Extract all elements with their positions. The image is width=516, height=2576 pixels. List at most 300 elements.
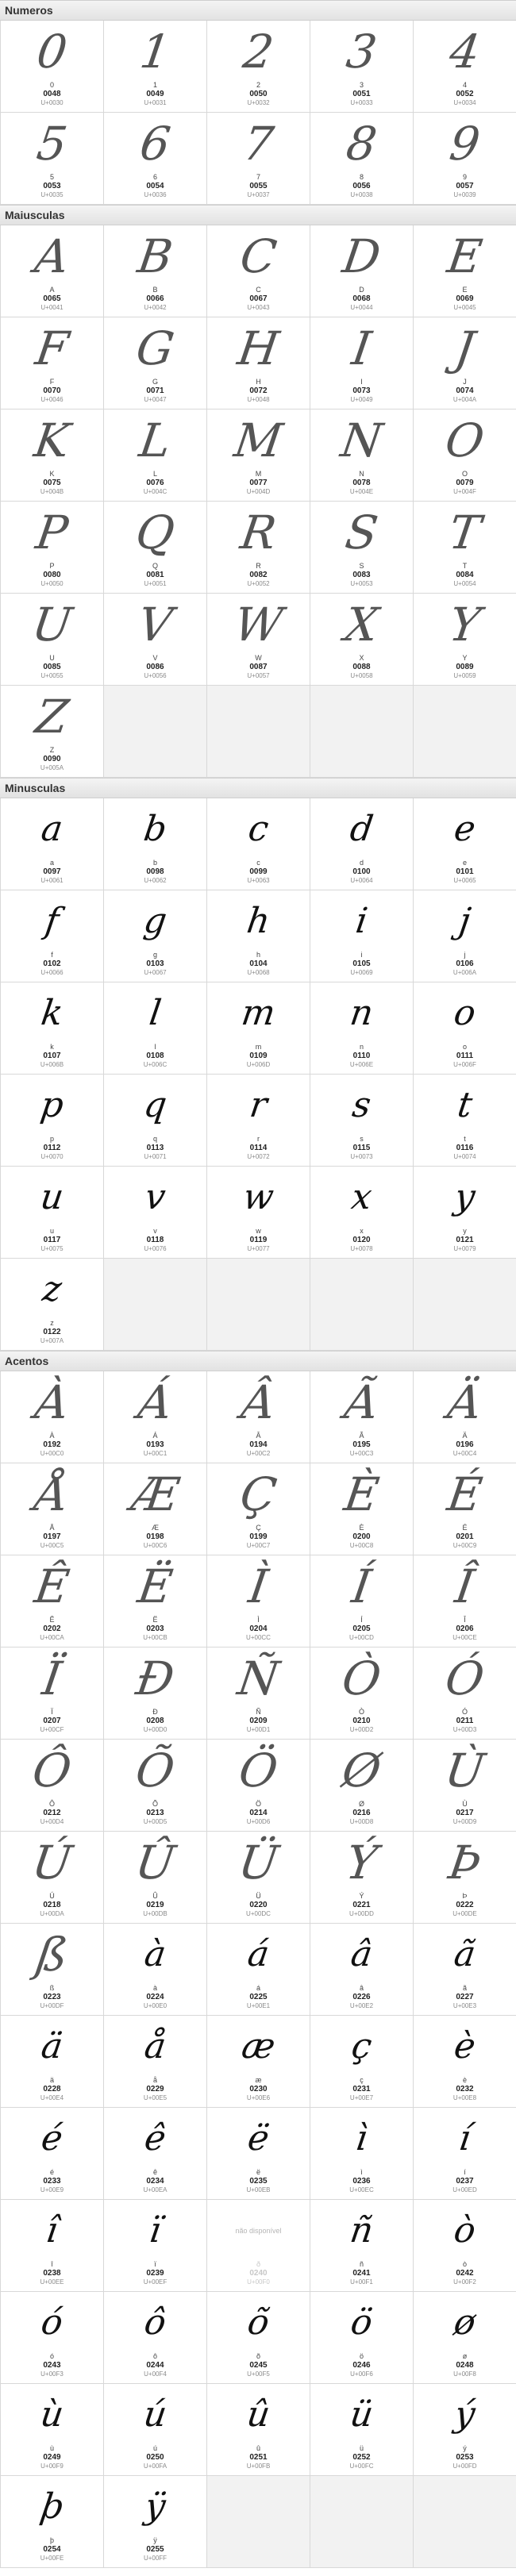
- glyph-unicode: U+004E: [349, 488, 374, 495]
- glyph-character: Î: [464, 1616, 466, 1624]
- glyph-cell: [414, 594, 516, 686]
- glyph-cell: [414, 890, 516, 982]
- section-header-maiusculas: Maiusculas: [0, 205, 516, 225]
- glyph-preview: Â: [237, 1375, 279, 1429]
- glyph-decimal-code: 0235: [249, 2177, 268, 2186]
- glyph-unicode: U+0073: [350, 1153, 373, 1160]
- glyph-character: Ñ: [256, 1708, 261, 1716]
- glyph-preview: q: [141, 1085, 170, 1125]
- glyph-preview: 0: [33, 25, 71, 79]
- glyph-decimal-code: 0218: [43, 1901, 61, 1909]
- glyph-unicode: U+0074: [453, 1153, 476, 1160]
- glyph-preview: Ð: [133, 1651, 178, 1705]
- glyph-character: ç: [360, 2076, 364, 2084]
- glyph-preview: Å: [31, 1467, 73, 1521]
- glyph-decimal-code: 0248: [456, 2361, 474, 2370]
- glyph-character: à: [152, 1984, 157, 1992]
- glyph-cell: [414, 225, 516, 317]
- glyph-cell: [104, 2016, 207, 2108]
- glyph-character: 2: [256, 81, 260, 89]
- glyph-unicode: U+0037: [247, 191, 270, 198]
- glyph-decimal-code: 0087: [249, 663, 268, 671]
- glyph-character: G: [152, 378, 158, 386]
- glyph-character: Y: [462, 654, 468, 662]
- glyph-cell: [310, 1832, 414, 1924]
- glyph-cell: [1, 2200, 104, 2292]
- glyph-unicode: U+00F5: [247, 2370, 270, 2378]
- glyph-decimal-code: 0237: [456, 2177, 474, 2186]
- glyph-preview: Ý: [342, 1836, 381, 1890]
- glyph-decimal-code: 0223: [43, 1993, 61, 2001]
- glyph-preview: r: [247, 1085, 270, 1125]
- glyph-cell: [310, 1924, 414, 2016]
- glyph-unicode: U+0047: [144, 396, 167, 403]
- glyph-decimal-code: 0052: [456, 90, 474, 98]
- glyph-preview: â: [348, 1934, 375, 1974]
- glyph-preview: o: [451, 993, 479, 1033]
- glyph-unicode: U+0061: [40, 877, 64, 884]
- glyph-decimal-code: 0208: [146, 1717, 164, 1725]
- glyph-decimal-code: 0066: [146, 294, 164, 303]
- glyph-cell: [310, 113, 414, 205]
- glyph-character: ù: [49, 2444, 54, 2452]
- glyph-decimal-code: 0070: [43, 386, 61, 395]
- glyph-cell: [414, 1647, 516, 1740]
- section-header-numeros: Numeros: [0, 0, 516, 21]
- glyph-decimal-code: 0255: [146, 2545, 164, 2554]
- glyph-character: Ä: [462, 1432, 468, 1440]
- glyph-preview: ù: [37, 2394, 67, 2435]
- glyph-character: ä: [49, 2076, 54, 2084]
- glyph-unicode: U+00FA: [143, 2463, 168, 2470]
- glyph-cell: [104, 594, 207, 686]
- glyph-character: m: [255, 1043, 262, 1051]
- glyph-character: P: [49, 562, 55, 570]
- glyph-unicode: U+0053: [350, 580, 373, 587]
- glyph-character: j: [464, 951, 466, 959]
- glyph-cell: [414, 2292, 516, 2384]
- glyph-decimal-code: 0121: [456, 1236, 474, 1244]
- glyph-character: Ã: [359, 1432, 364, 1440]
- glyph-unicode: U+0067: [144, 969, 167, 976]
- glyph-character: K: [49, 470, 55, 478]
- glyph-character: 8: [359, 173, 364, 181]
- glyph-cell: [207, 798, 310, 890]
- glyph-unicode: U+004D: [246, 488, 271, 495]
- glyph-cell: [1, 1832, 104, 1924]
- glyph-preview: E: [444, 229, 486, 283]
- glyph-decimal-code: 0074: [456, 386, 474, 395]
- glyph-character: 4: [462, 81, 467, 89]
- glyph-character: i: [360, 951, 363, 959]
- glyph-decimal-code: 0243: [43, 2361, 61, 2370]
- glyph-cell: [207, 1647, 310, 1740]
- glyph-cell: [104, 2476, 207, 2568]
- glyph-character: t: [464, 1135, 466, 1143]
- glyph-decimal-code: 0234: [146, 2177, 164, 2186]
- glyph-cell: [414, 798, 516, 890]
- glyph-cell: [207, 317, 310, 409]
- glyph-decimal-code: 0078: [352, 479, 371, 487]
- glyph-decimal-code: 0219: [146, 1901, 164, 1909]
- glyph-unicode: U+0057: [247, 672, 270, 679]
- glyph-cell: [207, 982, 310, 1075]
- glyph-cell: [207, 1371, 310, 1463]
- glyph-decimal-code: 0194: [249, 1440, 268, 1449]
- glyph-unicode: U+0042: [144, 304, 167, 311]
- glyph-character: f: [51, 951, 53, 959]
- glyph-preview: x: [348, 1177, 375, 1217]
- glyph-cell: [104, 2292, 207, 2384]
- glyph-cell: [104, 1167, 207, 1259]
- glyph-preview: ô: [141, 2302, 169, 2343]
- glyph-preview: A: [31, 229, 73, 283]
- empty-cell: [207, 686, 310, 778]
- glyph-preview: Ü: [235, 1836, 282, 1890]
- glyph-preview: ß: [33, 1928, 71, 1982]
- glyph-character: O: [461, 470, 468, 478]
- glyph-preview: I: [348, 321, 375, 375]
- glyph-preview: O: [441, 413, 488, 467]
- glyph-character: Ô: [48, 1800, 55, 1808]
- empty-cell: [310, 1259, 414, 1351]
- glyph-unicode: U+006E: [349, 1061, 374, 1068]
- glyph-preview: B: [134, 229, 176, 283]
- glyph-cell: [310, 1167, 414, 1259]
- glyph-character: S: [359, 562, 364, 570]
- glyph-preview: N: [337, 413, 386, 467]
- glyph-unicode: U+0055: [40, 672, 64, 679]
- glyph-cell: [414, 2108, 516, 2200]
- glyph-cell: [207, 21, 310, 113]
- glyph-decimal-code: 0236: [352, 2177, 371, 2186]
- glyph-cell: [1, 890, 104, 982]
- glyph-cell: [104, 502, 207, 594]
- glyph-cell: [104, 798, 207, 890]
- glyph-decimal-code: 0073: [352, 386, 371, 395]
- glyph-character: z: [50, 1319, 54, 1327]
- glyph-preview: Î: [452, 1559, 478, 1613]
- glyph-unicode: U+0068: [247, 969, 270, 976]
- glyph-unicode: U+00D1: [246, 1726, 271, 1733]
- glyph-cell: [310, 1647, 414, 1740]
- glyph-character: ñ: [359, 2260, 364, 2268]
- glyph-cell: [414, 317, 516, 409]
- glyph-character: ô: [152, 2352, 157, 2360]
- glyph-preview: h: [244, 901, 273, 941]
- glyph-unicode: U+00FB: [246, 2463, 271, 2470]
- glyph-unicode: U+006A: [452, 969, 477, 976]
- glyph-grid: [0, 798, 516, 1351]
- glyph-cell: [1, 686, 104, 778]
- glyph-character: R: [256, 562, 261, 570]
- glyph-cell: [310, 409, 414, 502]
- glyph-decimal-code: 0249: [43, 2453, 61, 2462]
- glyph-decimal-code: 0050: [249, 90, 268, 98]
- glyph-unicode: U+0064: [350, 877, 373, 884]
- glyph-unicode: U+0069: [350, 969, 373, 976]
- glyph-cell: [414, 502, 516, 594]
- glyph-cell: [207, 1740, 310, 1832]
- glyph-decimal-code: 0086: [146, 663, 164, 671]
- glyph-unicode: U+00E8: [452, 2094, 477, 2101]
- glyph-preview: ê: [141, 2118, 169, 2159]
- glyph-character: s: [360, 1135, 364, 1143]
- glyph-unicode: U+00CD: [349, 1634, 374, 1641]
- glyph-unicode: U+00E2: [349, 2002, 374, 2009]
- glyph-preview: 5: [33, 117, 71, 171]
- glyph-decimal-code: 0089: [456, 663, 474, 671]
- glyph-cell: [414, 1832, 516, 1924]
- glyph-cell: [104, 1371, 207, 1463]
- glyph-unicode: U+00C7: [246, 1542, 271, 1549]
- glyph-preview: K: [31, 413, 73, 467]
- empty-cell: [104, 1259, 207, 1351]
- glyph-cell: [414, 409, 516, 502]
- glyph-unicode: U+0062: [144, 877, 167, 884]
- glyph-unicode: U+00FE: [40, 2555, 64, 2562]
- glyph-unicode: U+005A: [40, 764, 64, 771]
- glyph-cell: [310, 317, 414, 409]
- glyph-preview: 8: [343, 117, 380, 171]
- glyph-cell: [1, 1924, 104, 2016]
- glyph-decimal-code: 0102: [43, 959, 61, 968]
- glyph-preview: k: [38, 993, 66, 1033]
- glyph-cell: [414, 1075, 516, 1167]
- glyph-character: Õ: [152, 1800, 158, 1808]
- glyph-character: þ: [49, 2536, 54, 2544]
- glyph-preview: Í: [348, 1559, 375, 1613]
- glyph-cell: [104, 113, 207, 205]
- glyph-unicode: U+00F3: [40, 2370, 64, 2378]
- glyph-decimal-code: 0100: [352, 867, 371, 876]
- glyph-preview: È: [341, 1467, 383, 1521]
- glyph-character: M: [255, 470, 262, 478]
- glyph-preview: 1: [137, 25, 174, 79]
- glyph-unicode: U+00CB: [143, 1634, 168, 1641]
- glyph-decimal-code: 0199: [249, 1532, 268, 1541]
- glyph-cell: [104, 1075, 207, 1167]
- glyph-preview: T: [445, 506, 484, 559]
- glyph-decimal-code: 0238: [43, 2269, 61, 2278]
- glyph-character: 6: [152, 173, 157, 181]
- glyph-unicode: U+00FF: [143, 2555, 168, 2562]
- glyph-decimal-code: 0048: [43, 90, 61, 98]
- glyph-character: ï: [154, 2260, 156, 2268]
- glyph-decimal-code: 0244: [146, 2361, 164, 2370]
- glyph-character: Ù: [462, 1800, 468, 1808]
- glyph-unicode: U+0048: [247, 396, 270, 403]
- glyph-decimal-code: 0109: [249, 1052, 268, 1060]
- glyph-preview: P: [33, 506, 71, 559]
- glyph-preview: W: [230, 598, 287, 652]
- glyph-decimal-code: 0080: [43, 571, 61, 579]
- glyph-character: û: [256, 2444, 260, 2452]
- glyph-decimal-code: 0068: [352, 294, 371, 303]
- glyph-decimal-code: 0103: [146, 959, 164, 968]
- glyph-decimal-code: 0057: [456, 182, 474, 190]
- glyph-unicode: U+00C9: [452, 1542, 477, 1549]
- glyph-cell: [207, 113, 310, 205]
- glyph-cell: [1, 2292, 104, 2384]
- glyph-cell: [207, 2016, 310, 2108]
- glyph-character: 5: [49, 173, 54, 181]
- glyph-decimal-code: 0196: [456, 1440, 474, 1449]
- empty-cell: [310, 686, 414, 778]
- glyph-decimal-code: 0084: [456, 571, 474, 579]
- glyph-decimal-code: 0111: [456, 1052, 474, 1060]
- glyph-character: å: [152, 2076, 157, 2084]
- glyph-preview: ú: [141, 2394, 170, 2435]
- glyph-decimal-code: 0054: [146, 182, 164, 190]
- glyph-decimal-code: 0108: [146, 1052, 164, 1060]
- glyph-unicode: U+00E3: [452, 2002, 477, 2009]
- glyph-unicode: U+00C6: [143, 1542, 168, 1549]
- glyph-preview: ü: [347, 2394, 376, 2435]
- glyph-unicode: U+00D8: [349, 1818, 374, 1825]
- glyph-preview: t: [455, 1085, 475, 1125]
- glyph-unicode: U+00E9: [40, 2186, 64, 2193]
- glyph-cell: [1, 113, 104, 205]
- glyph-character: q: [152, 1135, 157, 1143]
- glyph-unicode: U+0046: [40, 396, 64, 403]
- glyph-decimal-code: 0230: [249, 2085, 268, 2093]
- glyph-cell: [1, 21, 104, 113]
- glyph-cell: [1, 1647, 104, 1740]
- glyph-preview: é: [38, 2118, 66, 2159]
- glyph-preview: Ë: [134, 1559, 176, 1613]
- glyph-character: J: [463, 378, 467, 386]
- glyph-unicode: U+00E0: [143, 2002, 168, 2009]
- glyph-character: a: [49, 859, 54, 867]
- glyph-preview: 3: [343, 25, 380, 79]
- glyph-cell: [1, 2108, 104, 2200]
- glyph-character: í: [464, 2168, 466, 2176]
- glyph-character: ó: [49, 2352, 54, 2360]
- glyph-unicode: U+00C2: [246, 1450, 271, 1457]
- glyph-preview: ò: [451, 2210, 479, 2251]
- glyph-cell: [310, 2292, 414, 2384]
- glyph-unicode: U+00EE: [40, 2278, 64, 2286]
- glyph-decimal-code: 0201: [456, 1532, 474, 1541]
- glyph-preview: ø: [451, 2302, 479, 2343]
- glyph-unicode: U+0043: [247, 304, 270, 311]
- glyph-cell: [1, 317, 104, 409]
- glyph-decimal-code: 0192: [43, 1440, 61, 1449]
- glyph-cell: [414, 1371, 516, 1463]
- glyph-character: u: [49, 1227, 54, 1235]
- glyph-cell: [104, 409, 207, 502]
- glyph-unicode: U+0079: [453, 1245, 476, 1252]
- glyph-decimal-code: 0118: [146, 1236, 164, 1244]
- glyph-cell: [414, 1740, 516, 1832]
- glyph-decimal-code: 0211: [456, 1717, 474, 1725]
- glyph-character: A: [49, 286, 55, 294]
- glyph-cell: [1, 1463, 104, 1555]
- glyph-decimal-code: 0193: [146, 1440, 164, 1449]
- glyph-character: ü: [359, 2444, 364, 2452]
- glyph-character: ê: [152, 2168, 157, 2176]
- empty-cell: [207, 2476, 310, 2568]
- glyph-cell: [414, 1167, 516, 1259]
- glyph-character: î: [51, 2260, 53, 2268]
- glyph-preview: ñ: [347, 2210, 376, 2251]
- glyph-unicode: U+00C1: [143, 1450, 168, 1457]
- glyph-cell: [207, 225, 310, 317]
- glyph-preview: Á: [134, 1375, 176, 1429]
- glyph-unicode: U+00D9: [452, 1818, 477, 1825]
- glyph-decimal-code: 0085: [43, 663, 61, 671]
- glyph-unicode: U+00EA: [143, 2186, 168, 2193]
- glyph-unicode: U+0075: [40, 1245, 64, 1252]
- glyph-preview: G: [133, 321, 178, 375]
- glyph-cell: [1, 1075, 104, 1167]
- glyph-decimal-code: 0242: [456, 2269, 474, 2278]
- glyph-cell: [1, 1740, 104, 1832]
- glyph-cell: [104, 1555, 207, 1647]
- glyph-character: ú: [152, 2444, 157, 2452]
- glyph-decimal-code: 0067: [249, 294, 268, 303]
- glyph-cell: [310, 21, 414, 113]
- glyph-preview: y: [452, 1177, 478, 1217]
- glyph-character: N: [359, 470, 364, 478]
- glyph-character: Ë: [152, 1616, 158, 1624]
- glyph-character: ö: [359, 2352, 364, 2360]
- glyph-cell: [310, 1555, 414, 1647]
- glyph-character: D: [359, 286, 364, 294]
- glyph-cell: [104, 1832, 207, 1924]
- glyph-preview: Ö: [235, 1744, 282, 1797]
- glyph-decimal-code: 0251: [249, 2453, 268, 2462]
- glyph-decimal-code: 0216: [352, 1809, 371, 1817]
- glyph-decimal-code: 0232: [456, 2085, 474, 2093]
- glyph-character: p: [49, 1135, 54, 1143]
- glyph-unicode: U+00F9: [40, 2463, 64, 2470]
- glyph-character: Ú: [49, 1892, 55, 1900]
- glyph-cell: [207, 502, 310, 594]
- glyph-preview: É: [444, 1467, 486, 1521]
- glyph-cell: [104, 317, 207, 409]
- glyph-preview: ä: [38, 2026, 66, 2067]
- glyph-cell: [207, 1832, 310, 1924]
- glyph-unicode: U+00E5: [143, 2094, 168, 2101]
- glyph-cell: [414, 2200, 516, 2292]
- glyph-cell: [310, 1740, 414, 1832]
- glyph-unicode: U+0031: [144, 99, 167, 106]
- glyph-unicode: U+00DE: [452, 1910, 477, 1917]
- glyph-preview: Ñ: [234, 1651, 283, 1705]
- glyph-unicode: U+0063: [247, 877, 270, 884]
- glyph-cell: [104, 890, 207, 982]
- empty-cell: [104, 686, 207, 778]
- glyph-preview: n: [347, 993, 376, 1033]
- glyph-character: õ: [256, 2352, 260, 2360]
- section-header-minusculas: Minusculas: [0, 778, 516, 798]
- glyph-preview: à: [141, 1934, 169, 1974]
- glyph-character: 0: [49, 81, 54, 89]
- glyph-character: Ü: [256, 1892, 261, 1900]
- glyph-decimal-code: 0072: [249, 386, 268, 395]
- glyph-preview: b: [141, 809, 170, 849]
- glyph-preview: Þ: [445, 1836, 484, 1890]
- glyph-unicode: U+00F0: [247, 2278, 270, 2286]
- glyph-preview: ó: [38, 2302, 66, 2343]
- glyph-character: y: [463, 1227, 467, 1235]
- glyph-unicode: U+00D6: [246, 1818, 271, 1825]
- glyph-character: H: [256, 378, 261, 386]
- glyph-decimal-code: 0119: [249, 1236, 268, 1244]
- glyph-preview: Ú: [29, 1836, 75, 1890]
